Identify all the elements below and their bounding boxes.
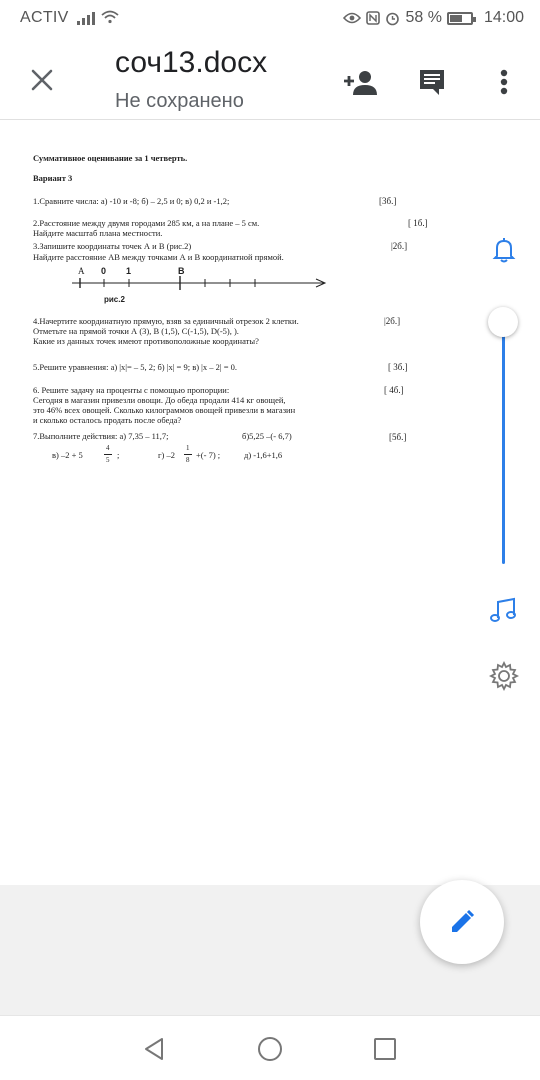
close-icon: [31, 69, 53, 91]
music-note-icon: [488, 594, 520, 626]
task-4-line-2: Отметьте на прямой точки А (3), В (1,5), С(-1,5), D(-5), ).: [33, 326, 239, 336]
music-button[interactable]: [488, 594, 520, 626]
wifi-icon: [101, 10, 119, 27]
notification-button[interactable]: [488, 234, 520, 266]
task-3-line-2: Найдите расстояние АВ между точками А и В координатной прямой.: [33, 252, 284, 262]
task-4-points: |2б.]: [384, 316, 401, 326]
nav-home-button[interactable]: [255, 1034, 285, 1064]
task-2-line-2: Найдите масштаб плана местности.: [33, 228, 163, 238]
save-status: Не сохранено: [115, 90, 244, 112]
nfc-icon: [366, 11, 380, 25]
task-7-v-numerator: 4: [106, 444, 110, 452]
figure-caption: рис.2: [104, 295, 125, 304]
battery-icon: [447, 12, 473, 25]
scroll-slider-track[interactable]: [502, 322, 505, 564]
signal-icon: [77, 11, 95, 25]
task-7-line-1b: б)5,25 –(- 6,7): [242, 431, 292, 441]
eye-icon: [343, 12, 361, 24]
task-7-v-fraction-bar: [104, 454, 112, 455]
task-6-line-2: Сегодня в магазин привезли овощи. До обеда продали 414 кг овощей,: [33, 395, 286, 405]
task-7-g-numerator: 1: [186, 444, 190, 452]
scroll-slider-thumb[interactable]: [488, 307, 518, 337]
task-6-line-1: 6. Решите задачу на проценты с помощью пропорции:: [33, 385, 230, 395]
nav-recents-button[interactable]: [370, 1034, 400, 1064]
task-3-points: |2б.]: [391, 241, 408, 251]
recents-square-icon: [370, 1034, 400, 1064]
bell-icon: [488, 234, 520, 266]
task-7-g-fraction-bar: [184, 454, 192, 455]
task-7-v-end: ;: [117, 450, 120, 460]
nav-back-button[interactable]: [140, 1034, 170, 1064]
numline-label-0: 0: [101, 266, 107, 276]
task-6-line-4: и сколько осталось продать после обеда?: [33, 415, 182, 425]
task-7-g-end: +(- 7) ;: [196, 450, 221, 460]
back-triangle-icon: [140, 1034, 170, 1064]
share-button[interactable]: [340, 62, 380, 102]
close-button[interactable]: [22, 60, 62, 100]
task-1-points: [3б.]: [379, 196, 397, 206]
number-line: [70, 274, 330, 294]
battery-percent: 58 %: [405, 9, 442, 26]
task-2-points: [ 1б.]: [408, 218, 428, 228]
task-2-line-1: 2.Расстояние между двумя городами 285 км, а на плане – 5 см.: [33, 218, 260, 228]
task-3-line-1: 3.Запишите координаты точек А и В (рис.2): [33, 241, 192, 251]
task-6-line-3: это 46% всех овощей. Сколько килограммов овощей привезли в магазин: [33, 405, 296, 415]
numline-label-1: 1: [126, 266, 132, 276]
task-4-line-3: Какие из данных точек имеют противоположные координаты?: [33, 336, 259, 346]
settings-button[interactable]: [488, 660, 520, 692]
numline-label-a: А: [78, 266, 85, 276]
task-5-points: [ 3б.]: [388, 362, 408, 372]
task-7-v-denominator: 5: [106, 456, 110, 464]
task-7-v: в) –2 + 5: [52, 450, 83, 460]
carrier-name: ACTIV: [20, 9, 69, 26]
task-7-g: г) –2: [158, 450, 175, 460]
comment-icon: [417, 67, 447, 97]
document-title: соч13.docx: [115, 46, 268, 79]
task-7-g-denominator: 8: [186, 456, 190, 464]
navigation-bar: [0, 1015, 540, 1080]
task-7-line-1a: 7.Выполните действия: а) 7,35 – 11,7;: [33, 431, 169, 441]
task-5: 5.Решите уравнения: а) |x|= – 5, 2; б) |x| = 9; в) |x – 2| = 0.: [33, 362, 237, 372]
doc-variant: Вариант 3: [33, 173, 73, 183]
task-7-d: д) -1,6+1,6: [244, 450, 283, 460]
more-vert-icon: [500, 69, 508, 95]
task-6-points: [ 4б.]: [384, 385, 404, 395]
pencil-icon: [449, 909, 475, 935]
more-options-button[interactable]: [484, 62, 524, 102]
task-7-points: [5б.]: [389, 432, 407, 442]
app-bar: [0, 36, 540, 120]
comments-button[interactable]: [412, 62, 452, 102]
clock-time: 14:00: [483, 9, 524, 26]
task-1: 1.Сравните числа: а) -10 и -8; б) – 2,5 и 0; в) 0,2 и -1,2;: [33, 196, 230, 206]
status-right: [343, 9, 524, 27]
edit-fab-button[interactable]: [420, 880, 504, 964]
add-person-icon: [342, 69, 378, 95]
doc-heading: Суммативное оценивание за 1 четверть.: [33, 153, 188, 163]
task-4-line-1: 4.Начертите координатную прямую, взяв за единичный отрезок 2 клетки.: [33, 316, 299, 326]
document-page: [0, 121, 540, 885]
status-bar: [0, 0, 540, 36]
home-circle-icon: [255, 1034, 285, 1064]
numline-label-b: В: [178, 266, 185, 276]
alarm-icon: [385, 11, 400, 26]
gear-icon: [488, 660, 520, 692]
